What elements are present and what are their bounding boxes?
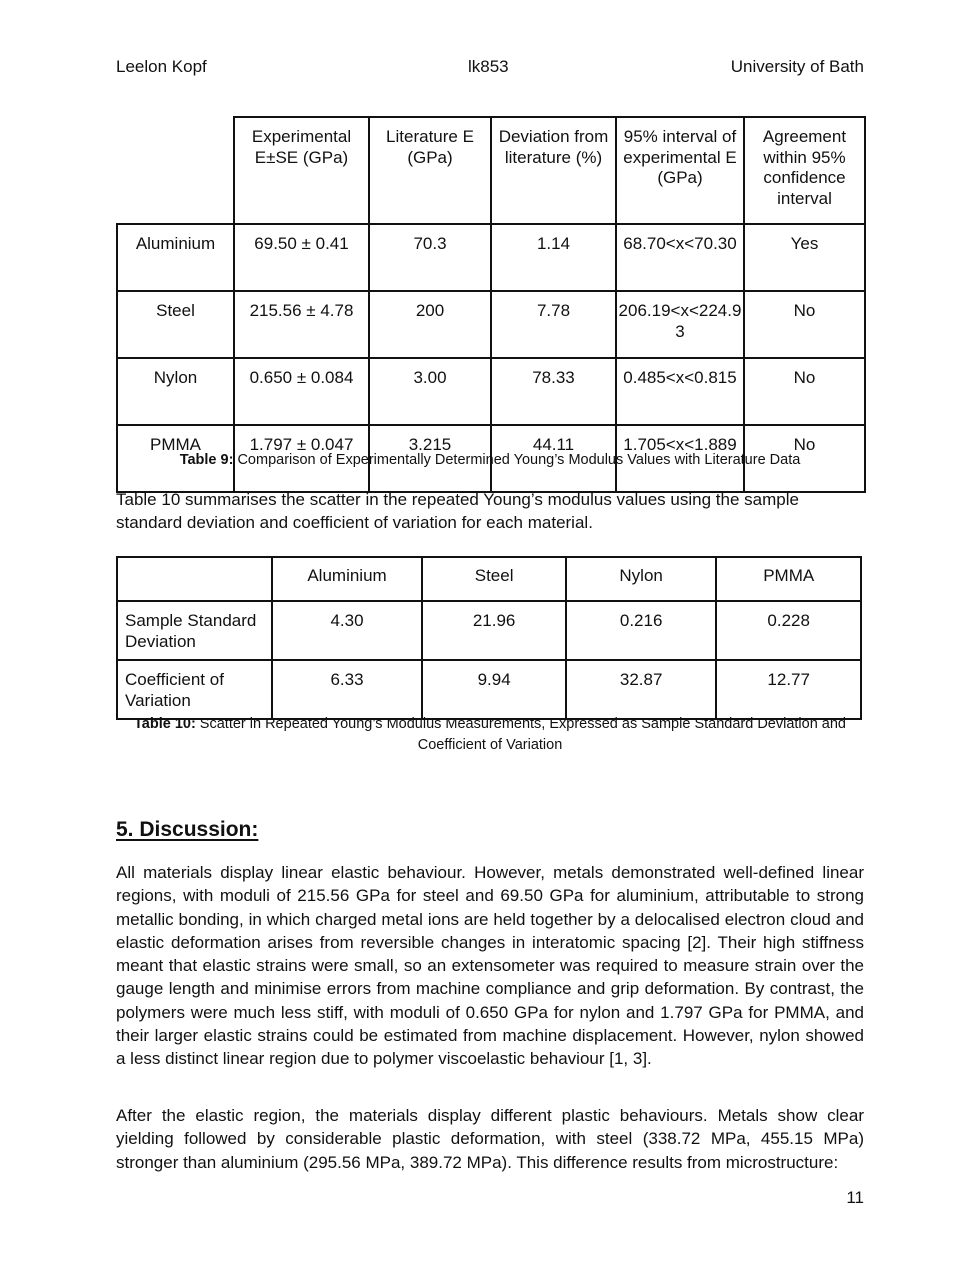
table-9-caption <box>116 450 864 471</box>
value-cell: 0.216 <box>566 601 717 660</box>
value-cell: 32.87 <box>566 660 717 719</box>
experimental-cell: 0.650 ± 0.084 <box>234 358 369 425</box>
table-10-scatter <box>116 556 862 720</box>
table-row <box>117 291 865 358</box>
deviation-cell: 44.11 <box>491 425 616 492</box>
header-id: lk853 <box>468 57 509 76</box>
agreement-cell: No <box>744 425 865 492</box>
value-cell: 12.77 <box>716 660 861 719</box>
value-cell: 0.228 <box>716 601 861 660</box>
literature-cell: 70.3 <box>369 224 491 291</box>
discussion-paragraph: After the elastic region, the materials display different plastic behaviours. Metals show clear yielding followed by considerable plastic deformation, with steel (338.72 MPa, 455.15 MPa) stronger than aluminium (295.56 MPa, 389.72 MPa). This difference results from microstructure: <box>116 1106 864 1172</box>
literature-cell: 200 <box>369 291 491 358</box>
table-header-cell: Aluminium <box>272 557 423 601</box>
literature-cell: 3.215 <box>369 425 491 492</box>
caption-text: Scatter in Repeated Young’s Modulus Measurements, Expressed as Sample Standard Deviation and Coefficient of Variation <box>195 716 846 753</box>
page-header <box>116 57 864 79</box>
material-cell: Steel <box>117 291 234 358</box>
table-header-cell: Deviation from literature (%) <box>491 117 616 224</box>
header-institution: University of Bath <box>730 57 864 76</box>
value-cell: 4.30 <box>272 601 423 660</box>
experimental-cell: 215.56 ± 4.78 <box>234 291 369 358</box>
value-cell: 6.33 <box>272 660 423 719</box>
section-heading-discussion: 5. Discussion: <box>116 818 259 841</box>
row-label-cell: Coefficient of Variation <box>117 660 272 719</box>
table-header-row <box>117 557 861 601</box>
header-author: Leelon Kopf <box>116 57 207 76</box>
experimental-cell: 69.50 ± 0.41 <box>234 224 369 291</box>
experimental-cell: 1.797 ± 0.047 <box>234 425 369 492</box>
agreement-cell: No <box>744 291 865 358</box>
value-cell: 21.96 <box>422 601 566 660</box>
interval-cell: 68.70<x<70.30 <box>616 224 744 291</box>
page-number: 11 <box>846 1188 864 1207</box>
deviation-cell: 1.14 <box>491 224 616 291</box>
table-header-cell: Agreement within 95% confidence interval <box>744 117 865 224</box>
agreement-cell: Yes <box>744 224 865 291</box>
table-header-cell: Steel <box>422 557 566 601</box>
discussion-paragraph: All materials display linear elastic behaviour. However, metals demonstrated well-defined linear regions, with moduli of 215.56 GPa for steel and 69.50 GPa for aluminium, attributable to strong metallic bonding, in which charged metal ions are held together by a delocalised electron cloud and elastic deformation arises from reversible changes in interatomic spacing [2]. Their high stiffness meant that elastic strains were small, so an extensometer was required to measure strain over the gauge length and minimise errors from machine compliance and grip deformation. By contrast, the polymers were much less stiff, with moduli of 0.650 GPa for nylon and 1.797 GPa for PMMA, and their larger elastic strains could be estimated from machine displacement. However, nylon showed a less distinct linear region due to polymer viscoelastic behaviour [1, 3]. <box>116 863 864 1069</box>
table-header-cell: Nylon <box>566 557 717 601</box>
table-row <box>117 224 865 291</box>
table-row <box>117 660 861 719</box>
agreement-cell: No <box>744 358 865 425</box>
table-9-youngs-modulus-comparison <box>116 116 866 493</box>
table-header-cell: Literature E (GPa) <box>369 117 491 224</box>
table-header-cell: 95% interval of experimental E (GPa) <box>616 117 744 224</box>
interval-cell: 0.485<x<0.815 <box>616 358 744 425</box>
material-cell: Aluminium <box>117 224 234 291</box>
material-cell: PMMA <box>117 425 234 492</box>
table-10-intro-paragraph: Table 10 summarises the scatter in the repeated Young’s modulus values using the sample standard deviation and coefficient of variation for each material. <box>116 490 799 533</box>
deviation-cell: 7.78 <box>491 291 616 358</box>
table-10-caption <box>116 714 864 756</box>
caption-label: Table 9: <box>179 452 234 468</box>
table-header-cell: PMMA <box>716 557 861 601</box>
literature-cell: 3.00 <box>369 358 491 425</box>
value-cell: 9.94 <box>422 660 566 719</box>
table-row <box>117 601 861 660</box>
table-row <box>117 358 865 425</box>
deviation-cell: 78.33 <box>491 358 616 425</box>
table-header-cell <box>117 557 272 601</box>
table-header-cell <box>117 117 234 224</box>
interval-cell: 206.19<x<224.93 <box>616 291 744 358</box>
caption-text: Comparison of Experimentally Determined Young’s Modulus Values with Literature Data <box>233 452 801 468</box>
caption-label: Table 10: <box>134 716 196 732</box>
row-label-cell: Sample Standard Deviation <box>117 601 272 660</box>
material-cell: Nylon <box>117 358 234 425</box>
table-header-row <box>117 117 865 224</box>
interval-cell: 1.705<x<1.889 <box>616 425 744 492</box>
table-header-cell: Experimental E±SE (GPa) <box>234 117 369 224</box>
